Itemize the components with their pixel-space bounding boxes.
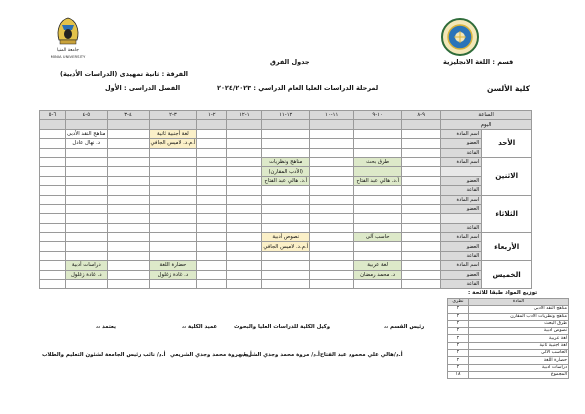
legend-subject: حضارة اللغة: [469, 357, 569, 364]
empty-cell: [40, 204, 66, 213]
empty-cell: [66, 176, 108, 185]
empty-cell: [197, 148, 227, 157]
empty-cell: [227, 214, 262, 223]
legend-subject: المجموع: [469, 371, 569, 378]
blank-cell: [310, 120, 354, 129]
empty-cell: [402, 195, 441, 204]
empty-cell: [197, 242, 227, 251]
empty-cell: [310, 214, 354, 223]
legend-hours: ٢: [448, 350, 469, 357]
schedule-cell: طرق بحث: [354, 157, 402, 166]
day-row: [40, 129, 532, 138]
day-row: [40, 204, 532, 213]
empty-cell: [310, 148, 354, 157]
day-row: [40, 157, 532, 166]
empty-cell: [354, 167, 402, 176]
empty-cell: [40, 214, 66, 223]
empty-cell: [66, 148, 108, 157]
legend-hours: ٢: [448, 335, 469, 342]
day-name: الأربعاء: [482, 233, 532, 261]
empty-cell: [107, 242, 149, 251]
empty-cell: [107, 233, 149, 242]
schedule-cell: حاسب آلى: [354, 233, 402, 242]
empty-cell: [197, 223, 227, 232]
empty-cell: [197, 280, 227, 289]
legend-header-row: [448, 299, 569, 306]
empty-cell: [310, 223, 354, 232]
empty-cell: [227, 204, 262, 213]
empty-cell: [149, 251, 197, 260]
empty-cell: [354, 148, 402, 157]
legend-subject: مناهج ونظريات الأدب المقارن: [469, 313, 569, 320]
empty-cell: [40, 148, 66, 157]
empty-cell: [310, 204, 354, 213]
hour-header: ٦-٥: [40, 111, 66, 120]
empty-cell: [402, 129, 441, 138]
timetable: [39, 110, 532, 289]
empty-cell: [149, 176, 197, 185]
empty-cell: [402, 157, 441, 166]
schedule-cell: د. غادة زغلول: [66, 270, 108, 279]
empty-cell: [40, 251, 66, 260]
legend-body: [448, 306, 569, 379]
empty-cell: [354, 186, 402, 195]
faculty-name: كلية الألسن: [487, 84, 530, 93]
empty-cell: [149, 186, 197, 195]
empty-cell: [402, 148, 441, 157]
blank-cell: [402, 120, 441, 129]
hour-header: ٩-٨: [402, 111, 441, 120]
day-name: الاثنين: [482, 157, 532, 195]
hour-header: ١٢-١١: [262, 111, 310, 120]
empty-cell: [227, 261, 262, 270]
blank-cell: [354, 120, 402, 129]
department-name: قسم : اللغة الانجليزية: [443, 58, 514, 66]
empty-cell: [227, 280, 262, 289]
empty-cell: [310, 242, 354, 251]
legend-hours: ٢: [448, 313, 469, 320]
empty-cell: [402, 242, 441, 251]
empty-cell: [107, 186, 149, 195]
blank-cell: [66, 120, 108, 129]
empty-cell: [107, 157, 149, 166]
empty-cell: [66, 157, 108, 166]
legend-hours: ٢: [448, 328, 469, 335]
vice-dean-title: وكيل الكلية للدراسات العليا والبحوث: [234, 324, 331, 330]
empty-cell: [197, 204, 227, 213]
empty-cell: [149, 195, 197, 204]
empty-cell: [262, 195, 310, 204]
empty-cell: [354, 204, 402, 213]
empty-cell: [262, 186, 310, 195]
schedule-cell: أ.د. هالي عبد الفتاح: [354, 176, 402, 185]
empty-cell: [402, 233, 441, 242]
legend-subject: لغة عربية: [469, 335, 569, 342]
schedule-cell: د. محمد رمضان: [354, 270, 402, 279]
empty-cell: [107, 251, 149, 260]
row-label: القاعة: [441, 223, 482, 232]
empty-cell: [107, 139, 149, 148]
legend-row: [448, 306, 569, 313]
empty-cell: [262, 214, 310, 223]
empty-cell: [354, 139, 402, 148]
head-dept-title: رئيس القسم ،،: [384, 324, 425, 330]
empty-cell: [197, 251, 227, 260]
row-label: اسم المادة: [441, 129, 482, 138]
dean-title: عميد الكلية ،،: [182, 324, 218, 330]
empty-cell: [227, 167, 262, 176]
empty-cell: [149, 157, 197, 166]
schedule-cell: (الأدب المقارن): [262, 167, 310, 176]
schedule-cell: أ.م.د. لاميس الجافي: [263, 243, 309, 250]
empty-cell: [227, 270, 262, 279]
empty-cell: [66, 204, 108, 213]
hour-header: ٣-٢: [149, 111, 197, 120]
curriculum-legend: [447, 298, 569, 379]
logo-arabic-text: جامعة المنيا: [57, 48, 79, 53]
legend-row: [448, 328, 569, 335]
day-row: [40, 139, 532, 148]
empty-cell: [227, 242, 262, 251]
empty-cell: [66, 233, 108, 242]
empty-cell: [66, 167, 108, 176]
empty-cell: [197, 261, 227, 270]
empty-cell: [227, 139, 262, 148]
empty-cell: [310, 251, 354, 260]
legend-subject: دراسات أدبية: [469, 364, 569, 371]
empty-cell: [149, 148, 197, 157]
empty-cell: [402, 139, 441, 148]
empty-cell: [310, 233, 354, 242]
empty-cell: [402, 223, 441, 232]
empty-cell: [354, 223, 402, 232]
empty-cell: [402, 280, 441, 289]
legend-row: [448, 320, 569, 327]
empty-cell: [262, 280, 310, 289]
empty-cell: [262, 270, 310, 279]
empty-cell: [310, 157, 354, 166]
row-label: اسم المادة: [441, 233, 482, 242]
empty-cell: [402, 186, 441, 195]
empty-cell: [227, 195, 262, 204]
empty-cell: [107, 261, 149, 270]
empty-cell: [66, 251, 108, 260]
empty-cell: [310, 139, 354, 148]
vp-name: أ.د/ نائب رئيس الجامعة لشئون التعليم والطلاب: [42, 352, 166, 358]
day-row: [40, 233, 532, 242]
legend-hours: ٢: [448, 342, 469, 349]
minia-university-logo: [22, 14, 114, 62]
hour-header: ١٠-٩: [354, 111, 402, 120]
logo-english-text: MINIA UNIVERSITY: [50, 54, 86, 59]
timetable-body: [40, 129, 532, 289]
empty-cell: [40, 129, 66, 138]
empty-cell: [107, 270, 149, 279]
empty-cell: [227, 186, 262, 195]
legend-title: توزيع المواد طبقا للائحة :: [468, 290, 538, 296]
empty-cell: [40, 157, 66, 166]
empty-cell: [66, 223, 108, 232]
empty-cell: [197, 186, 227, 195]
legend-row: [448, 335, 569, 342]
empty-cell: [227, 176, 262, 185]
empty-cell: [354, 251, 402, 260]
empty-cell: [310, 195, 354, 204]
row-label: القاعة: [441, 186, 482, 195]
empty-cell: [227, 251, 262, 260]
legend-row: [448, 364, 569, 371]
blank-cell: [227, 120, 262, 129]
legend-hours: ٢: [448, 306, 469, 313]
blank-cell: [149, 120, 197, 129]
day-row: [40, 167, 532, 176]
empty-cell: [402, 167, 441, 176]
legend-subject: الحاسب الآلى: [469, 350, 569, 357]
empty-cell: [107, 148, 149, 157]
approval-label: يعتمد ،،: [96, 324, 116, 330]
empty-cell: [197, 176, 227, 185]
legend-subject: مناهج النقد الأدبى: [469, 306, 569, 313]
empty-cell: [149, 223, 197, 232]
day-name: الأحد: [482, 129, 532, 157]
day-row: [40, 280, 532, 289]
row-label: العضو: [441, 270, 482, 279]
row-label: القاعة: [441, 148, 482, 157]
empty-cell: [262, 251, 310, 260]
empty-cell: [227, 233, 262, 242]
empty-cell: [310, 129, 354, 138]
schedule-cell: أ.م.د. لاميس الجافي: [150, 140, 196, 147]
empty-cell: [402, 270, 441, 279]
empty-cell: [262, 204, 310, 213]
hour-header: ١١-١٠: [310, 111, 354, 120]
empty-cell: [40, 176, 66, 185]
empty-cell: [66, 280, 108, 289]
empty-cell: [227, 223, 262, 232]
day-row: [40, 214, 532, 223]
hour-header: ٥-٤: [66, 111, 108, 120]
level-line: الفرقة : ثانية تمهيدى (الدراسات الأدبية): [60, 70, 189, 78]
empty-cell: [354, 195, 402, 204]
empty-cell: [107, 129, 149, 138]
empty-cell: [149, 242, 197, 251]
schedule-cell: حضارة اللغة: [149, 261, 197, 270]
empty-cell: [197, 233, 227, 242]
empty-cell: [40, 233, 66, 242]
empty-cell: [262, 139, 310, 148]
empty-cell: [40, 261, 66, 270]
legend-row: [448, 350, 569, 357]
empty-cell: [262, 223, 310, 232]
empty-cell: [149, 167, 197, 176]
legend-row: [448, 371, 569, 378]
program-line: لمرحلة الدراسات العليا العام الدراسي : ٢٠٢٤/٢٠٢٣: [217, 84, 379, 92]
hour-header: ٤-٣: [107, 111, 149, 120]
row-label: العضو: [441, 176, 482, 185]
schedule-cell: نصوص أدبية: [262, 233, 310, 242]
empty-cell: [40, 186, 66, 195]
legend-subject: لغة أجنبية ثانية: [469, 342, 569, 349]
empty-cell: [107, 195, 149, 204]
empty-cell: [402, 251, 441, 260]
corner-time-cell: الساعة: [441, 111, 532, 120]
empty-cell: [66, 186, 108, 195]
empty-cell: [66, 214, 108, 223]
day-header-row: [40, 120, 532, 129]
empty-cell: [149, 204, 197, 213]
empty-cell: [107, 214, 149, 223]
day-name: الخميس: [482, 261, 532, 289]
empty-cell: [40, 167, 66, 176]
empty-cell: [197, 157, 227, 166]
schedule-cell: دراسات أدبية: [66, 261, 108, 270]
faculty-logo: [440, 17, 480, 57]
legend-hours: ١٨: [448, 371, 469, 378]
row-label: [441, 214, 482, 223]
empty-cell: [107, 223, 149, 232]
empty-cell: [107, 176, 149, 185]
empty-cell: [227, 129, 262, 138]
day-row: [40, 148, 532, 157]
blank-cell: [40, 120, 66, 129]
page-header: [0, 0, 585, 108]
empty-cell: [262, 148, 310, 157]
hour-header: ١-١٢: [227, 111, 262, 120]
day-row: [40, 186, 532, 195]
blank-cell: [107, 120, 149, 129]
row-label: اسم المادة: [441, 157, 482, 166]
legend-hours: ٢: [448, 320, 469, 327]
empty-cell: [402, 204, 441, 213]
empty-cell: [40, 280, 66, 289]
empty-cell: [402, 261, 441, 270]
day-row: [40, 242, 532, 251]
row-label: اسم المادة: [441, 195, 482, 204]
schedule-title: جدول الفرق: [270, 58, 310, 66]
row-label: العضو: [441, 139, 482, 148]
empty-cell: [310, 280, 354, 289]
empty-cell: [66, 195, 108, 204]
schedule-cell: لغة عربية: [354, 261, 402, 270]
empty-cell: [310, 176, 354, 185]
empty-cell: [107, 204, 149, 213]
empty-cell: [197, 139, 227, 148]
schedule-cell: مناهج ونظريات: [262, 157, 310, 166]
legend-row: [448, 313, 569, 320]
empty-cell: [107, 167, 149, 176]
day-row: [40, 195, 532, 204]
empty-cell: [227, 157, 262, 166]
corner-day-cell: اليوم: [441, 120, 532, 129]
day-row: [40, 270, 532, 279]
empty-cell: [197, 129, 227, 138]
head-dept-name: أ.د/هالي علي محمود عبد الفتاح: [320, 352, 403, 358]
legend-hours-header: نظري: [448, 299, 469, 306]
empty-cell: [354, 280, 402, 289]
empty-cell: [197, 195, 227, 204]
legend-hours: ٢: [448, 357, 469, 364]
schedule-cell: أ.د. هالي عبد الفتاح: [262, 176, 310, 185]
empty-cell: [310, 261, 354, 270]
empty-cell: [66, 242, 108, 251]
empty-cell: [354, 129, 402, 138]
schedule-cell: د. غادة زغلول: [149, 270, 197, 279]
row-label: القاعة: [441, 251, 482, 260]
empty-cell: [40, 139, 66, 148]
day-name: الثلاثاء: [482, 195, 532, 233]
blank-cell: [197, 120, 227, 129]
empty-cell: [40, 223, 66, 232]
legend-subject: نصوص أدبية: [469, 328, 569, 335]
empty-cell: [227, 148, 262, 157]
empty-cell: [310, 167, 354, 176]
legend-row: [448, 357, 569, 364]
empty-cell: [149, 280, 197, 289]
empty-cell: [262, 129, 310, 138]
empty-cell: [354, 242, 402, 251]
row-label: القاعة: [441, 280, 482, 289]
empty-cell: [197, 167, 227, 176]
semester-line: الفصل الدراسى : الأول: [105, 84, 181, 92]
empty-cell: [402, 214, 441, 223]
empty-cell: [354, 214, 402, 223]
legend-hours: ٢: [448, 364, 469, 371]
legend-subject: طرق البحث: [469, 320, 569, 327]
empty-cell: [197, 214, 227, 223]
day-row: [40, 261, 532, 270]
empty-cell: [107, 280, 149, 289]
empty-cell: [40, 195, 66, 204]
empty-cell: [40, 270, 66, 279]
empty-cell: [310, 186, 354, 195]
legend-row: [448, 342, 569, 349]
empty-cell: [262, 261, 310, 270]
schedule-cell: لغة أجنبية ثانية: [149, 129, 197, 138]
empty-cell: [402, 176, 441, 185]
hours-row: [40, 111, 532, 120]
legend-subject-header: المادة: [469, 299, 569, 306]
empty-cell: [40, 242, 66, 251]
row-label: العضو: [441, 242, 482, 251]
empty-cell: [149, 233, 197, 242]
day-row: [40, 176, 532, 185]
schedule-cell: د. نهال عادل: [66, 139, 108, 148]
dean-name: أ.د/ مروة محمد وجدي الشريعي: [170, 352, 252, 358]
schedule-cell: مناهج النقد الأدبى: [67, 130, 106, 137]
row-label: العضو: [441, 204, 482, 213]
empty-cell: [310, 270, 354, 279]
hour-header: ٢-١: [197, 111, 227, 120]
empty-cell: [149, 214, 197, 223]
day-row: [40, 251, 532, 260]
blank-cell: [262, 120, 310, 129]
empty-cell: [197, 270, 227, 279]
day-row: [40, 223, 532, 232]
row-label: اسم المادة: [441, 261, 482, 270]
vice-dean-name: أ.د/ مروة محمد وجدي الشريعي: [238, 352, 320, 358]
row-label: [441, 167, 482, 176]
